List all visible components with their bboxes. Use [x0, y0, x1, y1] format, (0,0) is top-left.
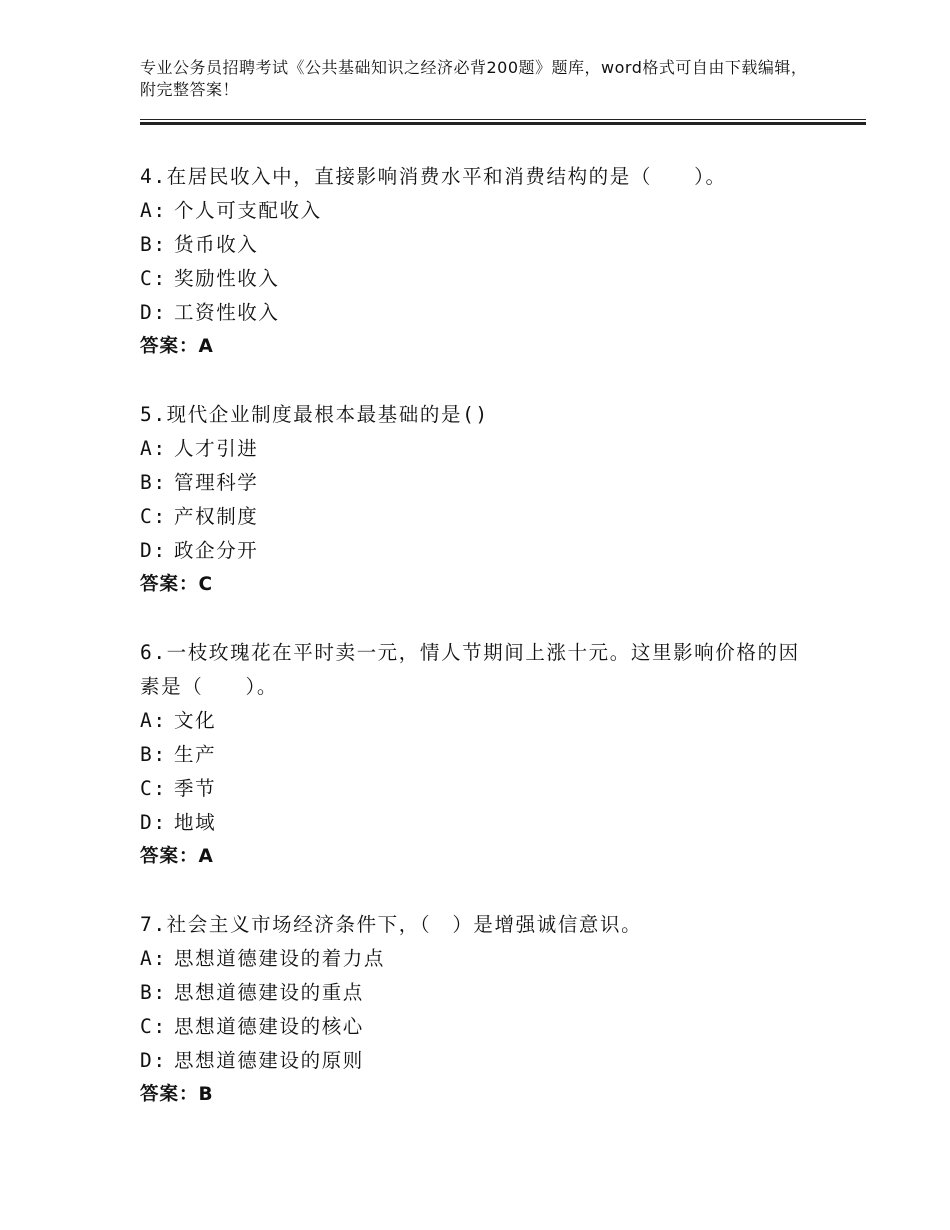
- option-d: [140, 534, 820, 568]
- option-b: [140, 976, 820, 1010]
- document-header: 专业公务员招聘考试《公共基础知识之经济必背200题》题库，word格式可自由下载编辑，附完整答案！: [140, 58, 808, 99]
- option-key: B:: [140, 233, 167, 256]
- question-stem: 7.社会主义市场经济条件下，（ ）是增强诚信意识。: [140, 913, 643, 936]
- option-key: A:: [140, 947, 167, 970]
- question-5: [140, 398, 820, 602]
- option-key: B:: [140, 471, 167, 494]
- option-key: B:: [140, 743, 167, 766]
- question-7: [140, 908, 820, 1112]
- option-c: [140, 1010, 820, 1044]
- question-6: [140, 636, 820, 874]
- option-key: A:: [140, 437, 167, 460]
- option-key: C:: [140, 267, 167, 290]
- question-4: [140, 160, 820, 364]
- option-text: 管理科学: [174, 471, 259, 494]
- option-key: D:: [140, 1049, 167, 1072]
- option-text: 奖励性收入: [174, 267, 280, 290]
- option-a: [140, 432, 820, 466]
- option-text: 产权制度: [174, 505, 259, 528]
- option-text: 思想道德建设的着力点: [174, 947, 386, 970]
- option-a: [140, 942, 820, 976]
- option-text: 人才引进: [174, 437, 259, 460]
- option-key: D:: [140, 301, 167, 324]
- option-key: D:: [140, 811, 167, 834]
- question-stem: 5.现代企业制度最根本最基础的是(): [140, 403, 489, 426]
- option-text: 思想道德建设的重点: [174, 981, 364, 1004]
- option-text: 政企分开: [174, 539, 259, 562]
- option-key: C:: [140, 1015, 167, 1038]
- option-text: 思想道德建设的核心: [174, 1015, 364, 1038]
- question-stem: 4.在居民收入中，直接影响消费水平和消费结构的是（ ）。: [140, 165, 727, 188]
- question-list: [140, 160, 820, 1146]
- question-stem: 6.一枝玫瑰花在平时卖一元，情人节期间上涨十元。这里影响价格的因素是（ ）。: [140, 641, 800, 698]
- option-d: [140, 806, 820, 840]
- option-d: [140, 296, 820, 330]
- answer-line: 答案：A: [140, 846, 214, 867]
- option-b: [140, 466, 820, 500]
- option-d: [140, 1044, 820, 1078]
- answer-line: 答案：A: [140, 336, 214, 357]
- option-key: A:: [140, 709, 167, 732]
- option-text: 生产: [174, 743, 217, 766]
- option-a: [140, 194, 820, 228]
- option-text: 地域: [174, 811, 217, 834]
- option-c: [140, 772, 820, 806]
- option-key: B:: [140, 981, 167, 1004]
- option-b: [140, 738, 820, 772]
- option-text: 文化: [174, 709, 217, 732]
- option-key: D:: [140, 539, 167, 562]
- option-a: [140, 704, 820, 738]
- option-key: C:: [140, 505, 167, 528]
- option-text: 个人可支配收入: [174, 199, 322, 222]
- answer-line: 答案：B: [140, 1084, 214, 1105]
- option-text: 思想道德建设的原则: [174, 1049, 364, 1072]
- option-key: A:: [140, 199, 167, 222]
- answer-line: 答案：C: [140, 574, 214, 595]
- option-b: [140, 228, 820, 262]
- option-text: 季节: [174, 777, 217, 800]
- header-divider-thick: [140, 122, 866, 125]
- option-c: [140, 500, 820, 534]
- option-text: 工资性收入: [174, 301, 280, 324]
- option-c: [140, 262, 820, 296]
- option-text: 货币收入: [174, 233, 259, 256]
- option-key: C:: [140, 777, 167, 800]
- header-divider-thin: [140, 119, 866, 120]
